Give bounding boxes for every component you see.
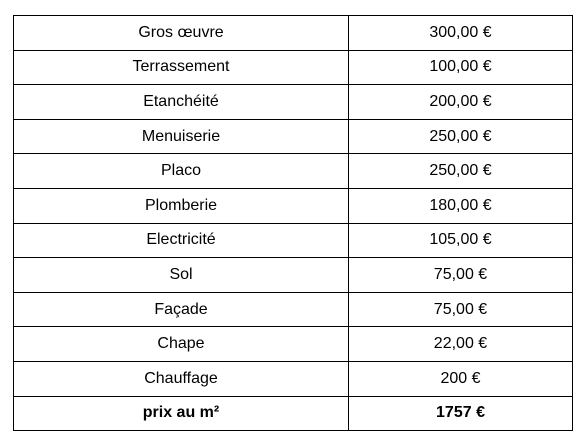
item-price: 250,00 € — [349, 154, 573, 189]
item-price: 180,00 € — [349, 188, 573, 223]
table-row — [14, 223, 573, 258]
table-row — [14, 119, 573, 154]
item-price: 75,00 € — [349, 258, 573, 293]
table-row — [14, 85, 573, 120]
item-label: Etanchéité — [14, 85, 349, 120]
item-label: Placo — [14, 154, 349, 189]
item-price: 22,00 € — [349, 327, 573, 362]
item-label: Chauffage — [14, 361, 349, 396]
total-label: prix au m² — [14, 396, 349, 431]
cost-table-body — [14, 16, 573, 431]
table-row — [14, 258, 573, 293]
item-label: Electricité — [14, 223, 349, 258]
item-price: 75,00 € — [349, 292, 573, 327]
total-row — [14, 396, 573, 431]
table-row — [14, 361, 573, 396]
item-price: 250,00 € — [349, 119, 573, 154]
item-label: Menuiserie — [14, 119, 349, 154]
table-row — [14, 16, 573, 51]
table-row — [14, 50, 573, 85]
table-row — [14, 327, 573, 362]
item-price: 300,00 € — [349, 16, 573, 51]
item-label: Plomberie — [14, 188, 349, 223]
total-price: 1757 € — [349, 396, 573, 431]
table-row — [14, 292, 573, 327]
item-price: 200,00 € — [349, 85, 573, 120]
item-label: Façade — [14, 292, 349, 327]
table-row — [14, 188, 573, 223]
item-label: Chape — [14, 327, 349, 362]
cost-table — [13, 15, 573, 431]
item-label: Terrassement — [14, 50, 349, 85]
table-row — [14, 154, 573, 189]
item-price: 105,00 € — [349, 223, 573, 258]
item-price: 200 € — [349, 361, 573, 396]
item-label: Sol — [14, 258, 349, 293]
item-price: 100,00 € — [349, 50, 573, 85]
item-label: Gros œuvre — [14, 16, 349, 51]
